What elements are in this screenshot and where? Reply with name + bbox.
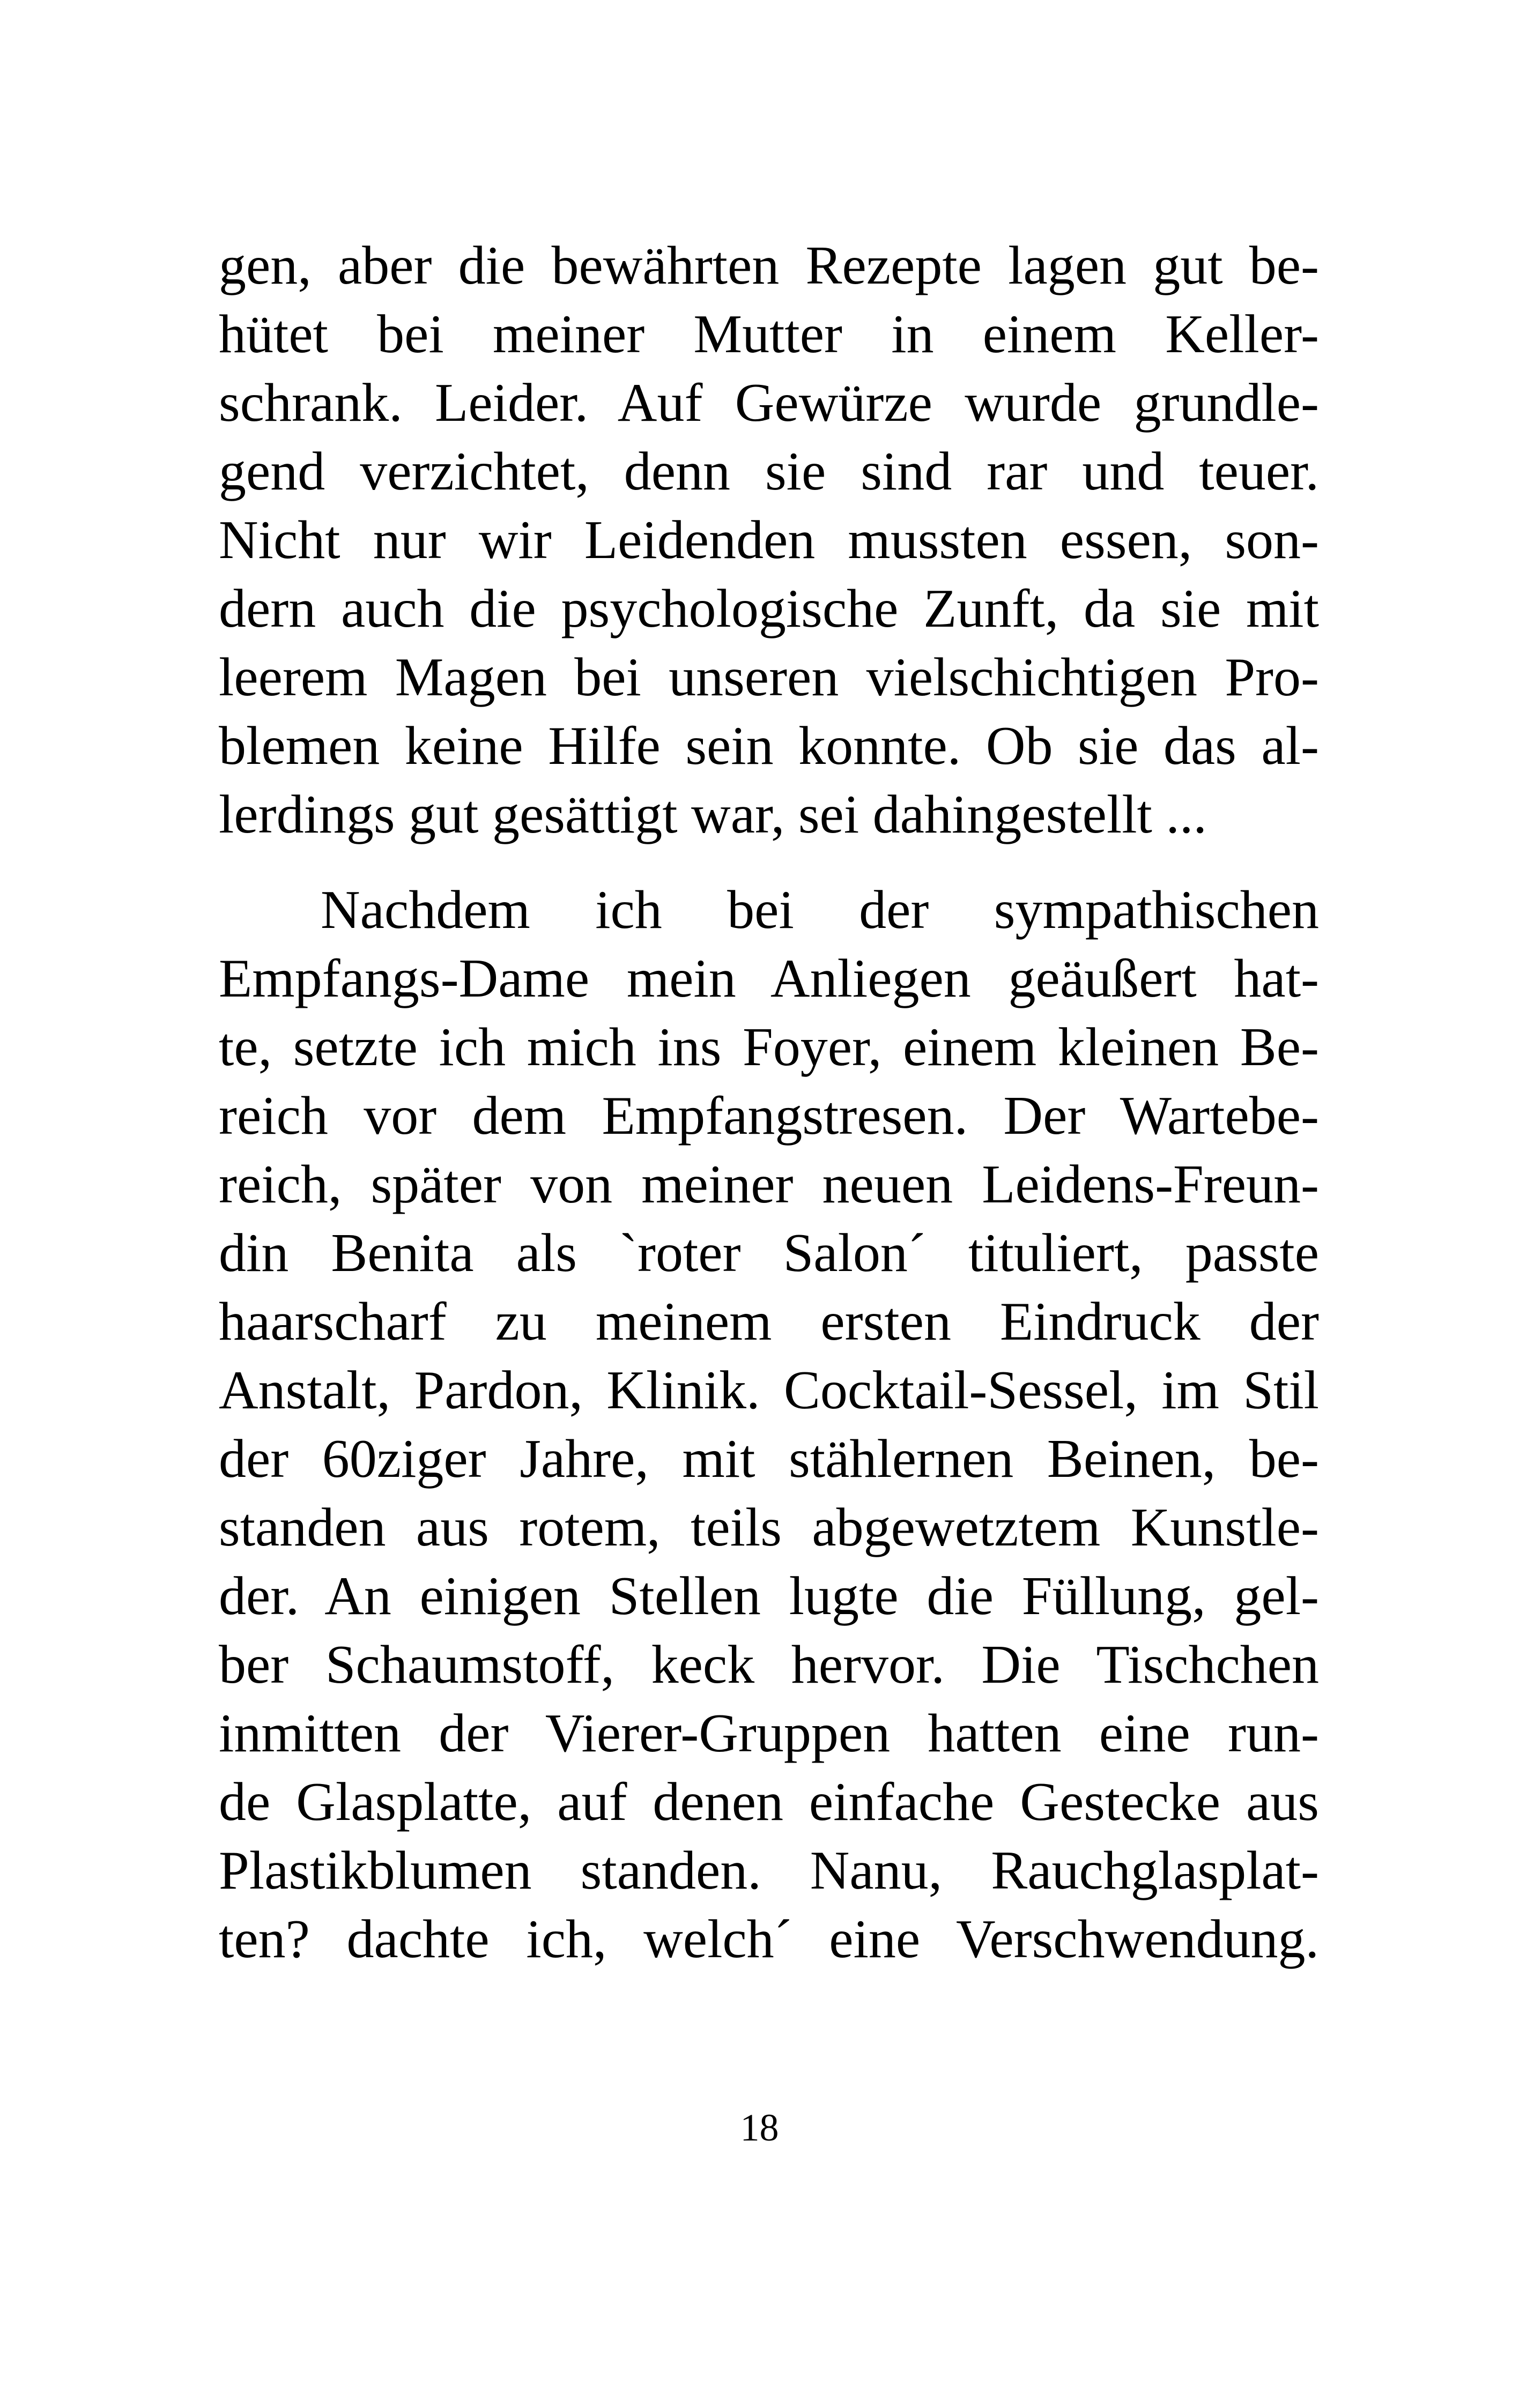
text-line: leerem Magen bei unseren vielschichtigen Pro- [219,647,1319,708]
text-line: schrank. Leider. Auf Gewürze wurde grundle- [219,373,1319,433]
text-line: dern auch die psychologische Zunft, da sie mit [219,578,1319,639]
text-line: reich vor dem Empfangstresen. Der Wartebe- [219,1086,1319,1146]
paragraph-2 [219,876,1319,1974]
text-line: gen, aber die bewährten Rezepte lagen gut be- [219,235,1319,296]
text-line: ber Schaumstoff, keck hervor. Die Tischchen [219,1634,1319,1695]
text-line: hütet bei meiner Mutter in einem Keller- [219,304,1319,365]
page-number: 18 [740,2106,779,2149]
text-line: der. An einigen Stellen lugte die Füllung, gel- [219,1566,1319,1626]
paragraph-1 [219,232,1319,849]
text-line: lerdings gut gesättigt war, sei dahingestellt ... [219,784,1207,845]
text-line: gend verzichtet, denn sie sind rar und teuer. [219,441,1319,502]
text-line: reich, später von meiner neuen Leidens-Freun- [219,1154,1319,1215]
text-line: blemen keine Hilfe sein konnte. Ob sie das al- [219,716,1319,776]
text-line: der 60ziger Jahre, mit stählernen Beinen, be- [219,1429,1319,1489]
text-line: te, setzte ich mich ins Foyer, einem kleinen Be- [219,1017,1319,1077]
text-line: Plastikblumen standen. Nanu, Rauchglasplat- [219,1840,1319,1901]
text-line: Nicht nur wir Leidenden mussten essen, son- [219,510,1319,570]
text-line: ten? dachte ich, welch´ eine Verschwendung. [219,1909,1319,1969]
text-line: de Glasplatte, auf denen einfache Gestecke aus [219,1772,1319,1832]
text-line: Nachdem ich bei der sympathischen [321,880,1319,940]
text-line: Anstalt, Pardon, Klinik. Cocktail-Sessel, im Stil [219,1360,1319,1421]
text-line: standen aus rotem, teils abgewetztem Kunstle- [219,1497,1319,1558]
text-line: Empfangs-Dame mein Anliegen geäußert hat- [219,948,1319,1009]
text-line: inmitten der Vierer-Gruppen hatten eine run- [219,1703,1319,1764]
text-line: haarscharf zu meinem ersten Eindruck der [219,1291,1319,1352]
text-line: din Benita als `roter Salon´ tituliert, passte [219,1223,1319,1283]
